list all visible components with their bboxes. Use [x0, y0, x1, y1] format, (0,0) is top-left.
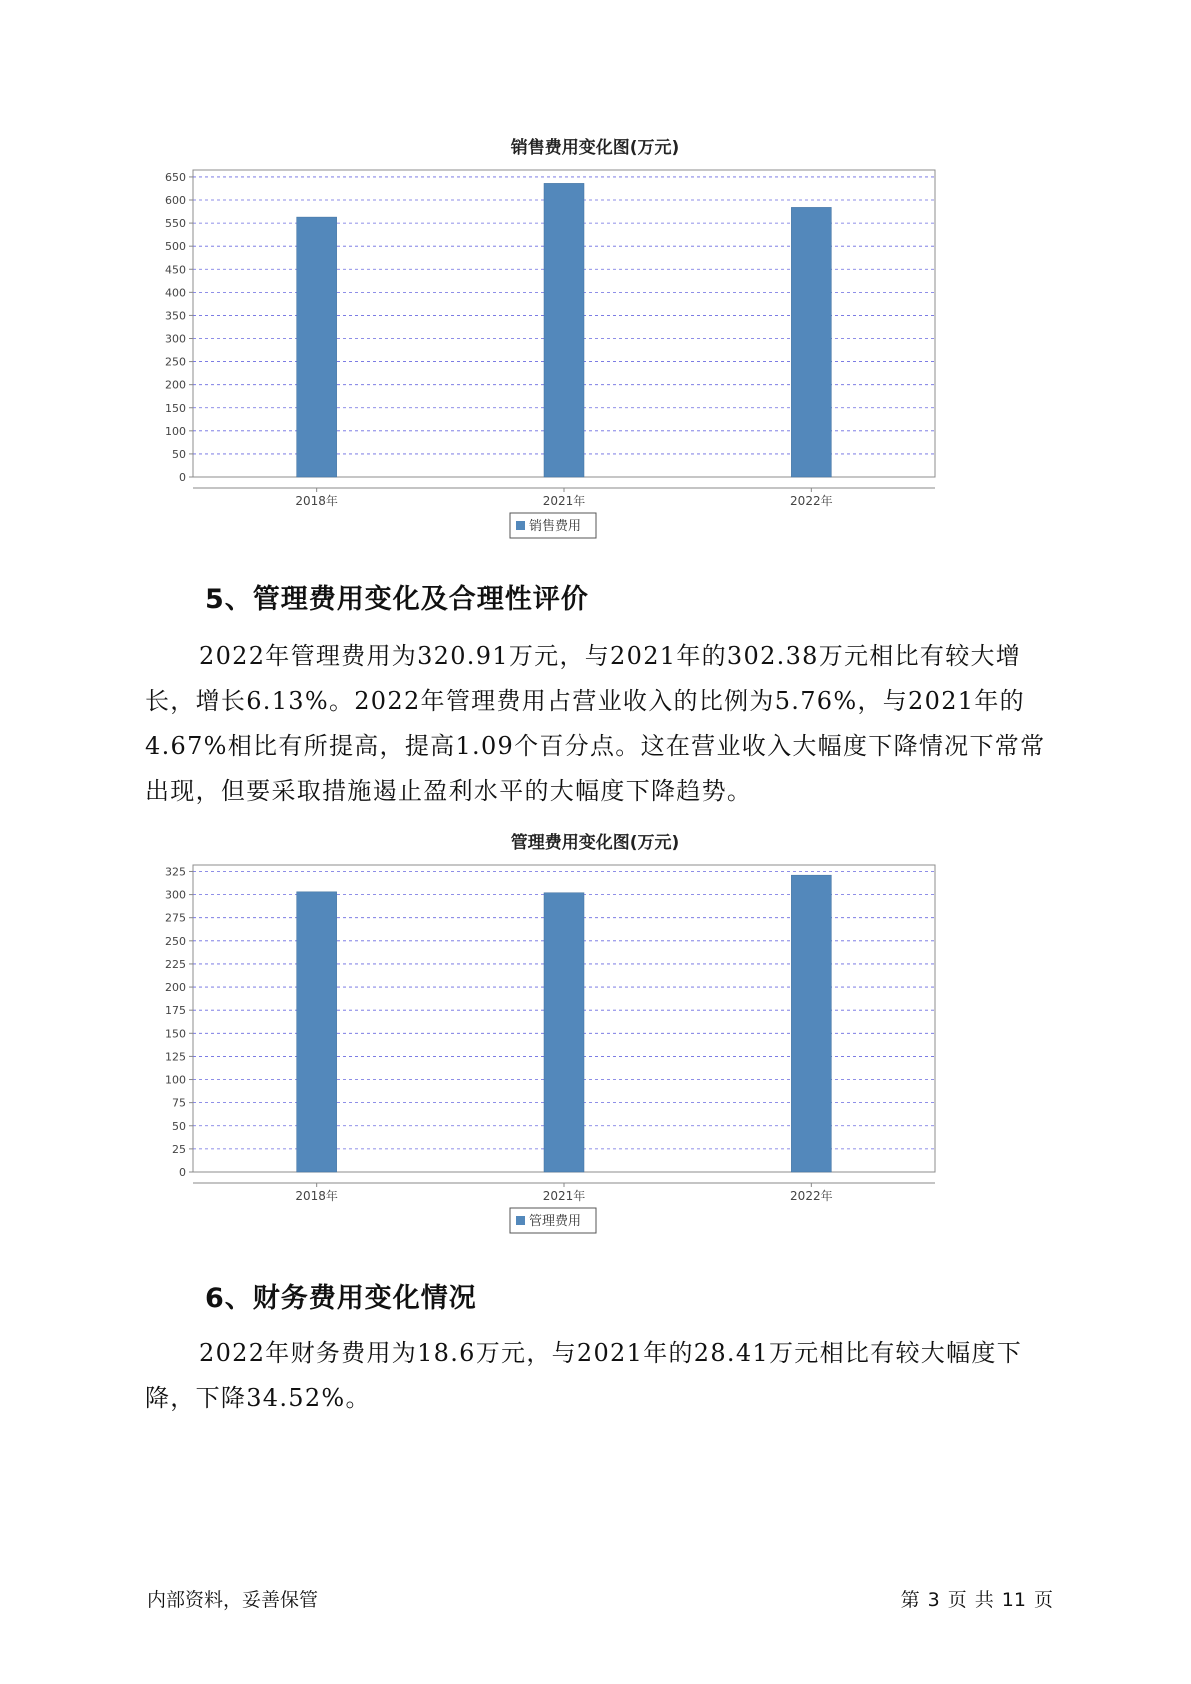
y-tick-label: 300 — [165, 888, 186, 902]
bar — [297, 217, 337, 477]
section-6-heading: 6、财务费用变化情况 — [205, 1283, 477, 1314]
footer-page-info — [901, 1585, 1053, 1612]
y-tick-label: 450 — [165, 263, 186, 277]
x-tick-label: 2018年 — [295, 494, 338, 508]
admin-expense-chart — [150, 825, 1040, 1245]
y-tick-label: 25 — [172, 1142, 186, 1156]
x-tick-label: 2021年 — [542, 1189, 586, 1203]
page-prefix: 第 — [900, 1589, 920, 1611]
y-tick-label: 150 — [165, 1027, 186, 1041]
x-tick-label: 2021年 — [542, 494, 586, 508]
y-tick-label: 100 — [165, 424, 186, 438]
legend-label: 销售费用 — [529, 519, 582, 534]
y-tick-label: 0 — [179, 471, 186, 484]
y-tick-label: 200 — [165, 981, 186, 995]
chart-title: 管理费用变化图(万元) — [510, 833, 680, 853]
x-tick-label: 2022年 — [790, 1189, 833, 1203]
y-tick-label: 50 — [172, 447, 186, 461]
y-tick-label: 75 — [172, 1096, 186, 1110]
y-tick-label: 550 — [165, 217, 186, 231]
y-tick-label: 400 — [165, 286, 186, 300]
y-tick-label: 350 — [165, 309, 186, 323]
section-6-paragraph: 2022年财务费用为18.6万元，与2021年的28.41万元相比有较大幅度下降，下降34.52%。 — [145, 1339, 1022, 1412]
y-tick-label: 275 — [165, 911, 186, 925]
page-number: 3 — [927, 1589, 940, 1611]
y-tick-label: 300 — [165, 332, 186, 346]
bar — [544, 893, 584, 1172]
y-tick-label: 500 — [165, 240, 186, 254]
total-unit: 页 — [1033, 1589, 1053, 1611]
y-tick-label: 150 — [165, 401, 186, 415]
y-tick-label: 125 — [165, 1050, 186, 1064]
x-tick-label: 2022年 — [790, 494, 833, 508]
y-tick-label: 325 — [165, 865, 186, 879]
y-tick-label: 0 — [179, 1166, 186, 1179]
y-tick-label: 175 — [165, 1004, 186, 1018]
y-tick-label: 200 — [165, 378, 186, 392]
legend-swatch — [516, 521, 525, 530]
sales-expense-chart — [150, 130, 1040, 550]
section-5-heading: 5、管理费用变化及合理性评价 — [205, 584, 589, 615]
total-prefix: 共 — [974, 1589, 994, 1611]
total-pages: 11 — [1001, 1589, 1026, 1611]
y-tick-label: 250 — [165, 934, 186, 948]
sales-expense-chart-svg — [150, 130, 1040, 550]
section-5-paragraph: 2022年管理费用为320.91万元，与2021年的302.38万元相比有较大增长，增长6.13%。2022年管理费用占营业收入的比例为5.76%，与2021年的4.67%相比有所提高，提高1.09个百分点。这在营业收入大幅度下降情况下常常出现，但要采取措施遏止盈利水平的大幅度下降趋势。 — [145, 642, 1046, 805]
bar — [297, 892, 337, 1172]
bar — [791, 207, 831, 477]
legend-label: 管理费用 — [529, 1214, 582, 1229]
y-tick-label: 250 — [165, 355, 186, 369]
bar — [544, 183, 584, 477]
y-tick-label: 225 — [165, 957, 186, 971]
legend-swatch — [516, 1216, 525, 1225]
admin-expense-chart-svg — [150, 825, 1040, 1245]
x-tick-label: 2018年 — [295, 1189, 338, 1203]
page-unit: 页 — [947, 1589, 967, 1611]
y-tick-label: 100 — [165, 1073, 186, 1087]
y-tick-label: 650 — [165, 170, 186, 184]
bar — [791, 875, 831, 1172]
footer-confidential-note: 内部资料，妥善保管 — [147, 1589, 319, 1611]
y-tick-label: 600 — [165, 194, 186, 208]
chart-title: 销售费用变化图(万元) — [510, 138, 680, 158]
y-tick-label: 50 — [172, 1119, 186, 1133]
